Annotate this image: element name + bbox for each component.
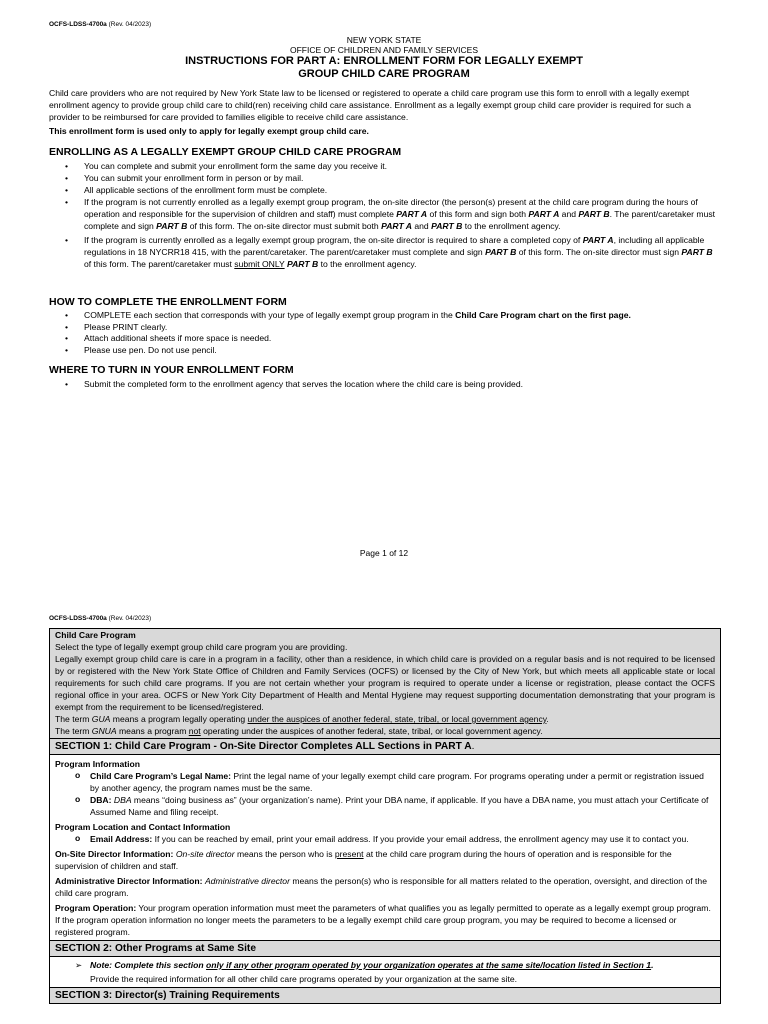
gua-definition: The term GUA means a program legally operating under the auspices of another federal, state, tribal, or local government agency.: [55, 714, 549, 724]
section-2-instructions: Provide the required information for all other child care programs operated by your organization at the same site.: [90, 974, 518, 984]
heading-enrolling: ENROLLING AS A LEGALLY EXEMPT GROUP CHILD CARE PROGRAM: [49, 146, 402, 158]
state-name: NEW YORK STATE: [346, 35, 422, 45]
email-item: o Email Address: If you can be reached by email, print your email address. If you provide your email address, the enrollment agency may use it to contact you.: [55, 833, 715, 845]
list-item: • All applicable sections of the enrollment form must be complete.: [49, 184, 719, 196]
document-title: INSTRUCTIONS FOR PART A: ENROLLMENT FORM FOR LEGALLY EXEMPT GROUP CHILD CARE PROGRAM: [185, 55, 583, 80]
list-item: • You can complete and submit your enrollment form the same day you receive it.: [49, 160, 719, 172]
instructions-table: [49, 628, 721, 1004]
list-item: • COMPLETE each section that corresponds with your type of legally exempt group program in the Child Care Program chart on the first page.: [49, 310, 719, 322]
section-1-body: [50, 755, 720, 940]
office-name: OFFICE OF CHILDREN AND FAMILY SERVICES: [290, 45, 478, 55]
program-information-heading: Program Information: [55, 759, 140, 769]
heading-how-to-complete: HOW TO COMPLETE THE ENROLLMENT FORM: [49, 296, 287, 308]
administrative-director-info: Administrative Director Information: Administrative director means the person(s) who is responsible for all matters related to the operation, oversight, and direction of the child care program.: [55, 876, 707, 898]
page-number: Page 1 of 12: [359, 548, 409, 558]
section-1-heading: SECTION 1: Child Care Program - On-Site Director Completes ALL Sections in PART A.: [50, 739, 720, 755]
gnua-definition: The term GNUA means a program not operating under the auspices of another federal, state, tribal, or local government agency.: [55, 726, 543, 736]
section-2-body: [50, 957, 720, 987]
list-item: • You can submit your enrollment form in person or by mail.: [49, 172, 719, 184]
heading-where-to-turn-in: WHERE TO TURN IN YOUR ENROLLMENT FORM: [49, 364, 294, 376]
form-number-page-2: OCFS-LDSS-4700a (Rev. 04/2023): [49, 615, 152, 622]
section-2-note: ➢ Note: Complete this section only if any other program operated by your organization operates at the same site/location listed in Section 1.: [55, 959, 715, 971]
list-item: • Please use pen. Do not use pencil.: [49, 345, 719, 357]
legal-name-item: o Child Care Program’s Legal Name: Print the legal name of your legally exempt child care program. For programs operating under a permit or registration issued by another agency, the program names must be the same.: [55, 770, 715, 794]
section-2-heading: SECTION 2: Other Programs at Same Site: [50, 940, 720, 957]
agency-header: [0, 35, 768, 55]
intro-bold-note: This enrollment form is used only to apply for legally exempt group child care.: [49, 126, 369, 136]
how-to-list: [49, 310, 719, 356]
ccp-select: Select the type of legally exempt group child care program you are providing.: [55, 642, 348, 652]
ccp-description: Legally exempt group child care is care in a program in a facility, other than a residence, in which child care is provided on a regular basis and is not required to be licensed by or registered with the New York State Office of Children and Family Services (OCFS) or licensed by the City of New York, but which meets all applicable state or local requirements for such child care programs. If you are not certain whether your program is required to operate under a license or registration, please contact the OCFS regional office in your area. OCFS or New York City Department of Health and Mental Hygiene may request supporting documentation demonstrating that your program is exempt from the requirement to be licensed/registered.: [55, 654, 715, 712]
form-number: OCFS-LDSS-4700a (Rev. 04/2023): [49, 21, 152, 28]
onsite-director-info: On-Site Director Information: On-site director means the person who is present at the child care program during the hours of operation and is responsible for the supervision of children and staff.: [55, 849, 672, 871]
enrolling-list: [49, 160, 719, 270]
child-care-program-block: [50, 629, 720, 739]
list-item: • If the program is currently enrolled as a legally exempt group program, the on-site director is required to share a completed copy of PART A, including all applicable regulations in 18 NYCRR18 415, with the parent/caretaker. The parent/caretaker must complete and sign PART B of this form. The on-site director must sign PART B of this form. The parent/caretaker must submit ONLY PART B to the enrollment agency.: [49, 234, 719, 270]
intro-paragraph: Child care providers who are not required by New York State law to be licensed or registered to operate a child care program use this form to enroll with a legally exempt enrollment agency to provide group child care to child(ren) receiving child care assistance. Enrollment as a legally exempt group child care provider is required for such a provider to be reimbursed for care provided to families eligible to receive child care assistance. This enrollment form is used only to apply for legally exempt group child care.: [49, 87, 721, 137]
section-3-heading: SECTION 3: Director(s) Training Requirements: [50, 987, 720, 1003]
list-item: • Submit the completed form to the enrollment agency that serves the location where the child care is being provided.: [49, 378, 719, 390]
ccp-title: Child Care Program: [55, 630, 136, 640]
list-item: • Attach additional sheets if more space is needed.: [49, 333, 719, 345]
list-item: • Please PRINT clearly.: [49, 322, 719, 334]
location-contact-heading: Program Location and Contact Information: [55, 822, 231, 832]
where-list: [49, 378, 719, 390]
dba-item: o DBA: DBA means “doing business as” (your organization’s name). Print your DBA name, if applicable. If you have a DBA name, you must attach your Certificate of Assumed Name and filing receipt.: [55, 794, 715, 818]
list-item: • If the program is not currently enrolled as a legally exempt group program, the on-site director (the person(s) present at the child care program during the hours of operation and responsible for the supervision of children and staff) must complete PART A of this form and sign both PART A and PART B. The parent/caretaker must complete and sign PART B of this form. The on-site director must submit both PART A and PART B to the enrollment agency.: [49, 196, 719, 232]
program-operation-info: Program Operation: Your program operation information must meet the parameters of what qualifies you as legally permitted to operate as a legally exempt group program. If the program operation information no longer meets the parameters to be a legally exempt child care group program, you may be required to become a licensed or registered program.: [55, 903, 711, 937]
